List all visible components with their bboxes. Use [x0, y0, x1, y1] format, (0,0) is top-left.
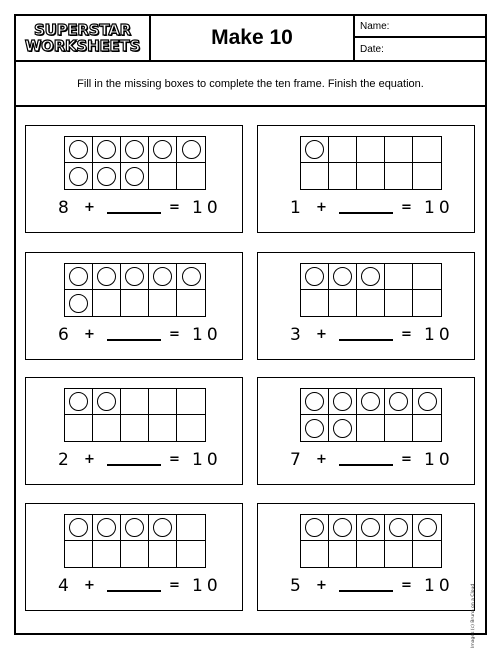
- logo-line-1: SUPERSTAR: [33, 21, 131, 39]
- ten-frame-box: [329, 264, 357, 290]
- ten-frame-box[interactable]: [385, 264, 413, 290]
- ten-frame-box: [301, 515, 329, 541]
- ten-frame-problem: [25, 377, 243, 485]
- ten-frame-box: [149, 515, 177, 541]
- ten-frame-box[interactable]: [357, 290, 385, 316]
- equation-total: 10: [192, 450, 222, 470]
- ten-frame-box[interactable]: [149, 163, 177, 189]
- circle-counter-icon: [69, 140, 88, 159]
- ten-frame-box: [65, 163, 93, 189]
- circle-counter-icon: [361, 518, 380, 537]
- equation-addend: 1: [290, 198, 301, 218]
- ten-frame-box[interactable]: [385, 541, 413, 567]
- ten-frame-box[interactable]: [413, 541, 441, 567]
- equation: [258, 450, 474, 472]
- ten-frame-box[interactable]: [121, 415, 149, 441]
- plus-sign: +: [84, 200, 95, 215]
- student-info: [355, 16, 485, 60]
- equation-addend: 2: [58, 450, 69, 470]
- ten-frame-box[interactable]: [65, 541, 93, 567]
- ten-frame-problem: [25, 125, 243, 233]
- name-field[interactable]: Name:: [355, 16, 485, 38]
- equation-addend: 8: [58, 198, 69, 218]
- date-field[interactable]: Date:: [360, 43, 384, 55]
- ten-frame: [64, 388, 206, 442]
- ten-frame-problem: [257, 125, 475, 233]
- page-title: Make 10: [151, 16, 355, 60]
- circle-counter-icon: [333, 419, 352, 438]
- circle-counter-icon: [305, 267, 324, 286]
- equation: [26, 450, 242, 472]
- circle-counter-icon: [97, 167, 116, 186]
- ten-frame-box[interactable]: [385, 137, 413, 163]
- equation: [258, 198, 474, 220]
- plus-sign: +: [316, 200, 327, 215]
- circle-counter-icon: [389, 392, 408, 411]
- plus-sign: +: [316, 452, 327, 467]
- ten-frame-box[interactable]: [177, 163, 205, 189]
- ten-frame-box: [329, 415, 357, 441]
- worksheet: [14, 14, 487, 648]
- circle-counter-icon: [125, 518, 144, 537]
- circle-counter-icon: [153, 518, 172, 537]
- ten-frame-box[interactable]: [149, 290, 177, 316]
- ten-frame-box: [177, 137, 205, 163]
- ten-frame: [64, 263, 206, 317]
- equation: [26, 198, 242, 220]
- equals-sign: =: [401, 452, 412, 467]
- ten-frame-box[interactable]: [177, 541, 205, 567]
- ten-frame-box[interactable]: [149, 541, 177, 567]
- circle-counter-icon: [125, 140, 144, 159]
- ten-frame-box[interactable]: [121, 290, 149, 316]
- ten-frame-box[interactable]: [177, 389, 205, 415]
- equation: [26, 325, 242, 347]
- ten-frame-box[interactable]: [301, 290, 329, 316]
- ten-frame-box[interactable]: [121, 541, 149, 567]
- ten-frame-box: [149, 264, 177, 290]
- ten-frame-box[interactable]: [413, 290, 441, 316]
- ten-frame-problem: [257, 252, 475, 360]
- equation-total: 10: [192, 198, 222, 218]
- answer-blank[interactable]: [107, 212, 161, 214]
- circle-counter-icon: [305, 392, 324, 411]
- ten-frame-box: [65, 137, 93, 163]
- equation-total: 10: [424, 325, 454, 345]
- circle-counter-icon: [153, 140, 172, 159]
- answer-blank[interactable]: [107, 464, 161, 466]
- circle-counter-icon: [333, 518, 352, 537]
- ten-frame-box: [357, 264, 385, 290]
- ten-frame-problem: [25, 503, 243, 611]
- circle-counter-icon: [69, 518, 88, 537]
- equals-sign: =: [401, 578, 412, 593]
- ten-frame-box: [385, 389, 413, 415]
- plus-sign: +: [84, 452, 95, 467]
- circle-counter-icon: [361, 392, 380, 411]
- answer-blank[interactable]: [107, 339, 161, 341]
- ten-frame-box: [65, 515, 93, 541]
- circle-counter-icon: [361, 267, 380, 286]
- ten-frame-box[interactable]: [301, 163, 329, 189]
- plus-sign: +: [316, 327, 327, 342]
- ten-frame-box: [301, 137, 329, 163]
- ten-frame-box: [93, 389, 121, 415]
- ten-frame-box[interactable]: [177, 290, 205, 316]
- ten-frame-box[interactable]: [329, 290, 357, 316]
- ten-frame-box[interactable]: [149, 415, 177, 441]
- equals-sign: =: [169, 452, 180, 467]
- ten-frame-box: [93, 163, 121, 189]
- ten-frame-problem: [257, 377, 475, 485]
- answer-blank[interactable]: [339, 339, 393, 341]
- ten-frame-box[interactable]: [357, 137, 385, 163]
- ten-frame-box[interactable]: [93, 415, 121, 441]
- ten-frame-box[interactable]: [121, 389, 149, 415]
- circle-counter-icon: [69, 294, 88, 313]
- equation-addend: 3: [290, 325, 301, 345]
- circle-counter-icon: [418, 518, 437, 537]
- ten-frame-box: [329, 515, 357, 541]
- equation-total: 10: [192, 576, 222, 596]
- equals-sign: =: [401, 200, 412, 215]
- answer-blank[interactable]: [339, 464, 393, 466]
- ten-frame-box[interactable]: [93, 290, 121, 316]
- ten-frame-box: [65, 290, 93, 316]
- ten-frame: [64, 136, 206, 190]
- ten-frame-box[interactable]: [413, 415, 441, 441]
- ten-frame-box: [329, 389, 357, 415]
- logo-line-2: WORKSHEETS: [24, 37, 141, 55]
- ten-frame-box[interactable]: [357, 541, 385, 567]
- ten-frame-box: [301, 389, 329, 415]
- ten-frame-problem: [25, 252, 243, 360]
- equation: [258, 325, 474, 347]
- answer-blank[interactable]: [339, 590, 393, 592]
- ten-frame-box: [301, 264, 329, 290]
- circle-counter-icon: [389, 518, 408, 537]
- worksheet-header: [16, 16, 485, 62]
- equation-total: 10: [424, 450, 454, 470]
- equals-sign: =: [169, 327, 180, 342]
- ten-frame-box: [65, 389, 93, 415]
- equation-total: 10: [192, 325, 222, 345]
- circle-counter-icon: [305, 140, 324, 159]
- circle-counter-icon: [69, 167, 88, 186]
- equals-sign: =: [169, 200, 180, 215]
- ten-frame-box[interactable]: [177, 415, 205, 441]
- ten-frame-box[interactable]: [329, 541, 357, 567]
- equation-addend: 6: [58, 325, 69, 345]
- circle-counter-icon: [333, 267, 352, 286]
- ten-frame-box: [149, 137, 177, 163]
- circle-counter-icon: [182, 140, 201, 159]
- ten-frame-box: [121, 515, 149, 541]
- circle-counter-icon: [125, 267, 144, 286]
- ten-frame-box[interactable]: [385, 163, 413, 189]
- plus-sign: +: [316, 578, 327, 593]
- equation-addend: 4: [58, 576, 69, 596]
- circle-counter-icon: [69, 392, 88, 411]
- equation-addend: 7: [290, 450, 301, 470]
- ten-frame-box[interactable]: [329, 137, 357, 163]
- ten-frame-box[interactable]: [329, 163, 357, 189]
- equation-total: 10: [424, 576, 454, 596]
- circle-counter-icon: [333, 392, 352, 411]
- ten-frame-box[interactable]: [413, 163, 441, 189]
- circle-counter-icon: [153, 267, 172, 286]
- instructions: Fill in the missing boxes to complete the ten frame. Finish the equation.: [16, 62, 485, 107]
- answer-blank[interactable]: [107, 590, 161, 592]
- equation: [258, 576, 474, 598]
- ten-frame-box[interactable]: [93, 541, 121, 567]
- equation-total: 10: [424, 198, 454, 218]
- ten-frame-box[interactable]: [65, 415, 93, 441]
- ten-frame-box[interactable]: [413, 264, 441, 290]
- ten-frame-box: [65, 264, 93, 290]
- image-credit: Images (c) Bruna on a Cloud: [471, 583, 476, 648]
- ten-frame-box: [121, 264, 149, 290]
- ten-frame-box[interactable]: [385, 290, 413, 316]
- ten-frame: [300, 514, 442, 568]
- ten-frame-box[interactable]: [413, 137, 441, 163]
- superstar-worksheets-logo: [16, 16, 151, 60]
- ten-frame-box: [385, 515, 413, 541]
- ten-frame: [300, 263, 442, 317]
- ten-frame-box: [357, 389, 385, 415]
- circle-counter-icon: [97, 140, 116, 159]
- ten-frame-box[interactable]: [301, 541, 329, 567]
- circle-counter-icon: [69, 267, 88, 286]
- ten-frame-box: [413, 515, 441, 541]
- circle-counter-icon: [305, 518, 324, 537]
- ten-frame: [64, 514, 206, 568]
- ten-frame-box: [177, 264, 205, 290]
- ten-frame-problem: [257, 503, 475, 611]
- ten-frame-box: [93, 264, 121, 290]
- ten-frame: [300, 388, 442, 442]
- plus-sign: +: [84, 578, 95, 593]
- ten-frame-box[interactable]: [357, 415, 385, 441]
- ten-frame-box: [93, 515, 121, 541]
- ten-frame-box[interactable]: [385, 415, 413, 441]
- circle-counter-icon: [97, 267, 116, 286]
- equals-sign: =: [169, 578, 180, 593]
- ten-frame-box: [121, 137, 149, 163]
- equation: [26, 576, 242, 598]
- ten-frame-box: [121, 163, 149, 189]
- circle-counter-icon: [97, 518, 116, 537]
- ten-frame-box: [301, 415, 329, 441]
- circle-counter-icon: [125, 167, 144, 186]
- ten-frame-box: [357, 515, 385, 541]
- ten-frame-box: [93, 137, 121, 163]
- answer-blank[interactable]: [339, 212, 393, 214]
- equation-addend: 5: [290, 576, 301, 596]
- ten-frame: [300, 136, 442, 190]
- ten-frame-box[interactable]: [177, 515, 205, 541]
- plus-sign: +: [84, 327, 95, 342]
- ten-frame-box[interactable]: [149, 389, 177, 415]
- equals-sign: =: [401, 327, 412, 342]
- ten-frame-box[interactable]: [357, 163, 385, 189]
- circle-counter-icon: [418, 392, 437, 411]
- circle-counter-icon: [182, 267, 201, 286]
- ten-frame-box: [413, 389, 441, 415]
- circle-counter-icon: [305, 419, 324, 438]
- circle-counter-icon: [97, 392, 116, 411]
